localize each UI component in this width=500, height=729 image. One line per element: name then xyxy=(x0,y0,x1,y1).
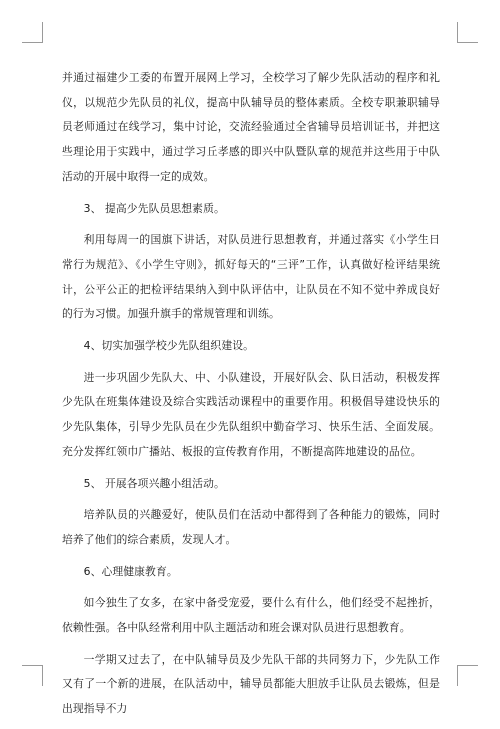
paragraph-body: 进一步巩固少先队大、中、小队建设，开展好队会、队日活动，积极发挥少先队在班集体建设及综合实践活动课程中的重要作用。积极倡导建设快乐的少先队集体，引导少先队员在少先队组织中勤奋学习、快乐生活、全面发展。充分发挥红领巾广播站、板报的宣传教育作用，不断提高阵地建设的品位。 xyxy=(62,370,440,458)
section-heading-3: 3、 提高少先队员思想素质。 xyxy=(83,201,225,215)
crop-mark-bottom-right xyxy=(457,665,478,686)
paragraph-continued: 并通过福建少工委的布置开展网上学习，全校学习了解少先队活动的程序和礼仪，以规范少先队员的礼仪，提高中队辅导员的整体素质。全校专职兼职辅导员老师通过在线学习，集中讨论，交流经验通过全省辅导员培训证书，并把这些理论用于实践中，通过学习丘孝感的即兴中队暨队章的规范并这些用于中队活动的开展中取得一定的成效。 xyxy=(62,71,440,183)
paragraph-body: 一学期又过去了，在中队辅导员及少先队干部的共同努力下，少先队工作又有了一个新的进展，在队活动中，辅导员都能大胆放手让队员去锻炼，但是出现指导不力 xyxy=(62,652,440,716)
paragraph-body: 利用每周一的国旗下讲话，对队员进行思想教育，并通过落实《小学生日常行为规范》、《小学生守则》，抓好每天的“三评”工作，认真做好检评结果统计，公平公正的把检评结果纳入到中队评估中，让队员在不知不觉中养成良好的行为习惯。加强升旗手的常规管理和训练。 xyxy=(62,233,440,321)
document-body xyxy=(62,66,440,729)
section-heading-5: 5、 开展各项兴趣小组活动。 xyxy=(83,476,225,490)
crop-mark-top-left xyxy=(22,22,43,43)
crop-mark-top-right xyxy=(457,22,478,43)
section-heading-6: 6、心理健康教育。 xyxy=(83,564,178,578)
section-heading-4: 4、切实加强学校少先队组织建设。 xyxy=(83,339,255,353)
paragraph-body: 培养队员的兴趣爱好，使队员们在活动中都得到了各种能力的锻炼，同时培养了他们的综合素质，发现人才。 xyxy=(62,508,440,546)
crop-mark-bottom-left xyxy=(22,665,43,686)
paragraph-body: 如今独生了女多，在家中备受宠爱，要什么有什么，他们经受不起挫折，依赖性强。各中队经常利用中队主题活动和班会课对队员进行思想教育。 xyxy=(62,596,440,635)
